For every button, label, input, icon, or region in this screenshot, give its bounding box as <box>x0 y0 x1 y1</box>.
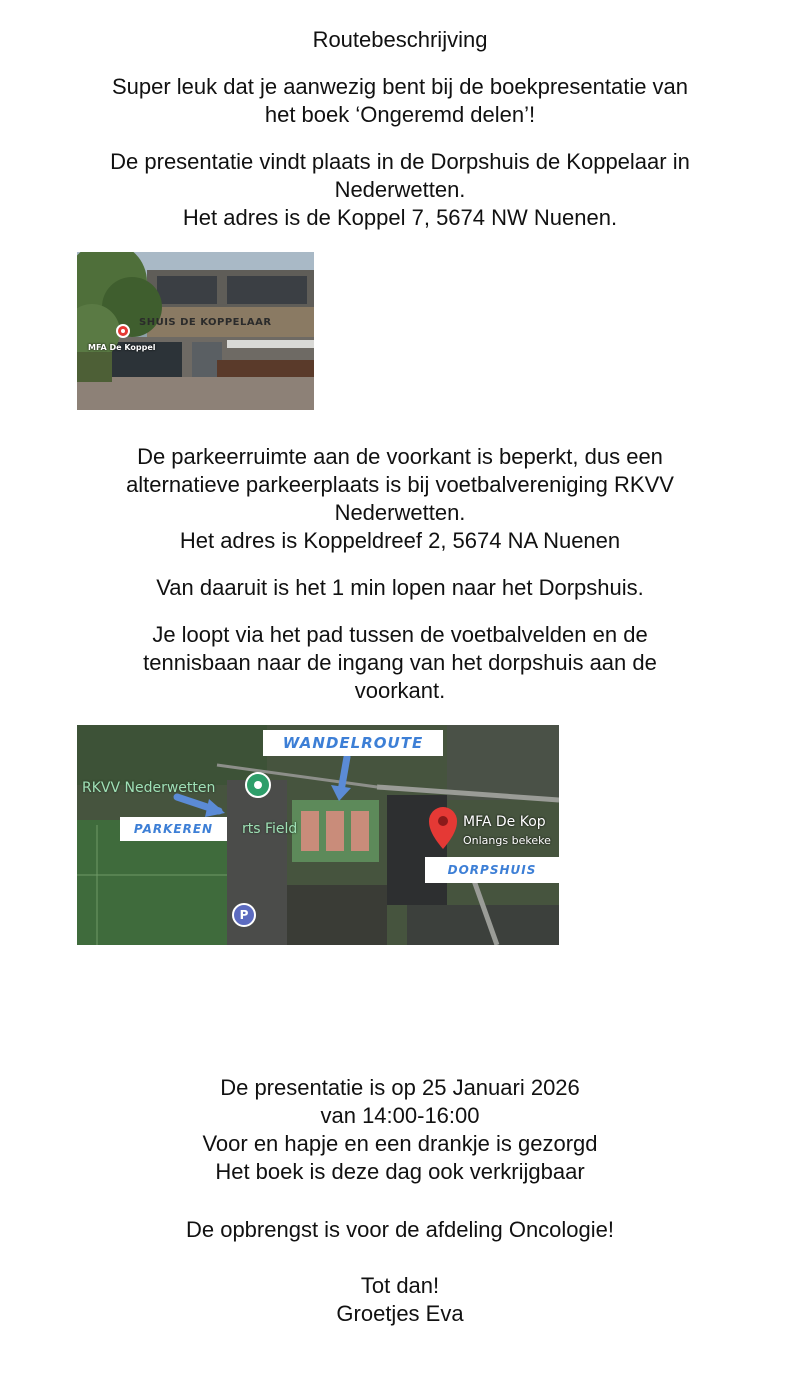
walk-route-line-1: Je loopt via het pad tussen de voetbalvelden en de <box>152 622 648 647</box>
walk-route-line-2: tennisbaan naar de ingang van het dorpshuis aan de <box>143 650 657 675</box>
walk-time-text: Van daaruit is het 1 min lopen naar het Dorpshuis. <box>156 575 644 600</box>
location-text <box>0 148 800 232</box>
proceeds-text: De opbrengst is voor de afdeling Oncologie! <box>185 1217 615 1242</box>
parking-address: Het adres is Koppeldreef 2, 5674 NA Nuenen <box>179 528 621 553</box>
building-photo-drawing <box>77 252 314 410</box>
closing-line-1: Tot dan! <box>360 1273 440 1298</box>
location-line-2: Nederwetten. <box>334 177 466 202</box>
parking-line-3: Nederwetten. <box>334 500 466 525</box>
walk-route-text <box>0 621 800 705</box>
intro-text <box>0 73 800 129</box>
intro-line-2: het boek ‘Ongeremd delen’! <box>264 102 536 127</box>
closing-signature: Groetjes Eva <box>336 1301 464 1326</box>
event-food: Voor en hapje en een drankje is gezorgd <box>202 1131 598 1156</box>
page-title: Routebeschrijving <box>312 27 488 52</box>
parking-line-2: alternatieve parkeerplaats is bij voetbalvereniging RKVV <box>126 472 674 497</box>
location-address: Het adres is de Koppel 7, 5674 NW Nuenen. <box>182 205 618 230</box>
map-label-venue-sub: Onlangs bekeke <box>463 834 551 847</box>
parking-text <box>0 443 800 555</box>
intro-line-1: Super leuk dat je aanwezig bent bij de boekpresentatie van <box>111 74 689 99</box>
event-date: De presentatie is op 25 Januari 2026 <box>220 1075 580 1100</box>
map-label-club: RKVV Nederwetten <box>82 780 216 796</box>
event-details <box>0 1074 800 1186</box>
closing-text <box>0 1272 800 1328</box>
parking-icon: P <box>232 903 256 927</box>
tag-dorpshuis: DORPSHUIS <box>425 857 559 883</box>
tag-parkeren: PARKEREN <box>120 817 227 841</box>
photo-pin-label: MFA De Koppel <box>88 343 156 352</box>
map-label-venue: MFA De Kop <box>463 814 546 830</box>
event-time: van 14:00-16:00 <box>320 1103 480 1128</box>
map-label-field: rts Field <box>242 821 298 837</box>
building-sign: SHUIS DE KOPPELAAR <box>139 317 272 328</box>
location-line-1: De presentatie vindt plaats in de Dorpshuis de Koppelaar in <box>110 149 690 174</box>
parking-line-1: De parkeerruimte aan de voorkant is beperkt, dus een <box>137 444 663 469</box>
walk-route-line-3: voorkant. <box>354 678 446 703</box>
event-book: Het boek is deze dag ook verkrijgbaar <box>215 1159 585 1184</box>
building-photo <box>77 252 314 410</box>
tag-wandelroute: WANDELROUTE <box>263 730 443 756</box>
map-pin-icon <box>116 324 130 338</box>
route-map <box>77 725 559 945</box>
